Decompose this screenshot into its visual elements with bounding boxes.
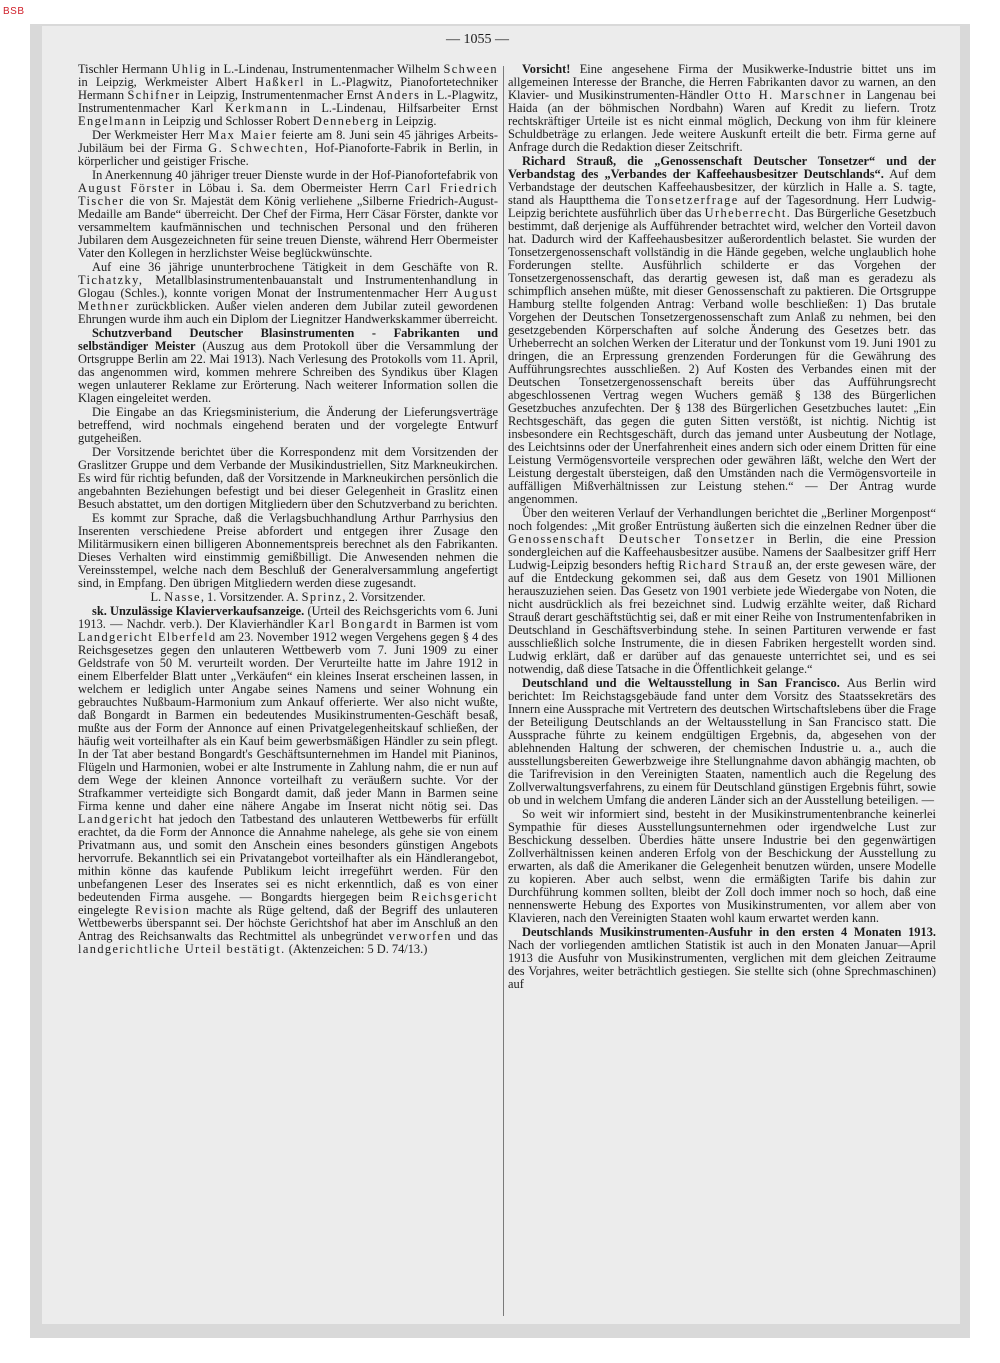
column-divider — [503, 66, 504, 1316]
paragraph-tichatzky: Auf eine 36 jährige ununterbrochene Tätigkeit in dem Geschäfte von R. Tichatzky, Metallblasinstrumentenbauanstalt und Instrumentenhandlung in Glogau (Schles.), konnte vorigen Monat der Instrumentenmacher Herr August Methner zurückblicken. Außer vielen anderen dem Jubilar zuteil gewordenen Ehrungen wurde ihm auch ein Diplom der Liegnitzer Handwerkskammer überreicht. — [78, 260, 498, 326]
paragraph-jubilarians: Tischler Hermann Uhlig in L.-Lindenau, Instrumentenmacher Wilhelm Schween in Leipzig, Werkmeister Albert Haßkerl in L.-Plagwitz, Pianofortetechniker Hermann Schifner in Leipzig, Instrumentenmacher Ernst Anders in L.-Plagwitz, Instrumentenmacher Karl Kerkmann in L.-Lindenau, Hilfsarbeiter Ernst Engelmann in Leipzig und Schlosser Robert Denneberg in Leipzig. — [78, 62, 498, 128]
right-column — [508, 63, 936, 992]
paragraph-max-maier: Der Werkmeister Herr Max Maier feierte am 8. Juni sein 45 jähriges Arbeits-Jubiläum bei der Firma G. Schwechten, Hof-Pianoforte-Fabrik in Berlin, in körperlicher und geistiger Frische. — [78, 128, 498, 168]
article-heading-weltausstellung: Deutschland und die Weltausstellung in San Francisco. — [522, 676, 840, 690]
paragraph-kriegsministerium: Die Eingabe an das Kriegsministerium, die Änderung der Lieferungsverträge betreffend, wird nochmals eingehend beraten und der vorgelegte Entwurf gutgeheißen. — [78, 405, 498, 445]
paragraph-richard-strauss: Richard Strauß, die „Genossenschaft Deutscher Tonsetzer“ und der Verbandstag des „Verbandes der Kaffeehausbesitzer Deutschlands“. Auf dem Verbandstage der deutschen Kaffeehausbesitzer, der kürzlich in Halle a. S. tagte, stand als Hauptthema die Tonsetzerfrage auf der Tagesordnung. Herr Ludwig-Leipzig berichtete ausführlich über das Urheberrecht. Das Bürgerliche Gesetzbuch bestimmt, daß derjenige als Aufführender betrachtet wird, welcher den Vorteil davon hat. Dadurch wird der Kaffeehausbesitzer außerordentlich belastet. Sie wurden der Tonsetzergenossenschaft vollständig in die Hände gegeben, welche unglaublich hohe Forderungen stellte. Ausführlich schilderte er das Vorgehen der Tonsetzergenossenschaft, das derartig gewesen ist, daß man es geradezu als schimpflich ansehen müßte, mit dieser Genossenschaft zu paktieren. Die Ortsgruppe Hamburg stellte folgenden Antrag: Verband wolle beschließen: 1) Das brutale Vorgehen der Deutschen Tonsetzergenossenschaft zum Anlaß zu nehmen, bei den gesetzgebenden Körperschaften auf solche Änderung des Gesetzes betr. das Urheberrecht an solchen Werken der Literatur und der Tonkunst vom 19. Juni 1901 zu dringen, die an Erpressung grenzenden Forderungen für die Gewährung des Aufführungsrechtes ausschließen. 2) Auf Kosten des Verbandes einen mit der Deutschen Tonsetzergenossenschaft bereits über das Aufführungsrecht abgeschlossenen Vertrag wegen Wuchers gemäß § 138 des Bürgerlichen Gesetzbuches anzufechten. Der § 138 des Bürgerlichen Gesetzbuches lautet: „Ein Rechtsgeschäft, das gegen die guten Sitten verstößt, ist nichtig. Nichtig ist insbesondere ein Rechtsgeschäft, durch das jemand unter Ausbeutung der Notlage, des Leichtsinns oder der Unerfahrenheit eines andern sich oder einem Dritten für eine Leistung Vermögensvorteile versprechen oder gewähren läßt, welche den Wert der Leistung dergestalt übersteigen, daß den Umständen nach die Vermögensvorteile in auffälligen Mißverhältnissen zur Leistung stehen.“ — Der Antrag wurde angenommen. — [508, 154, 937, 506]
library-watermark: BSB — [3, 6, 25, 17]
paragraph-korrespondenz: Der Vorsitzende berichtet über die Korrespondenz mit dem Vorsitzenden der Graslitzer Gruppe und dem Verbande der Musikindustriellen, Sitz Markneukirchen. Es wird für richtig befunden, daß der Vorsitzende in Markneukirchen persönlich die angebahnten Beziehungen befestigt und bei dieser Gelegenheit in Graslitz einen Besuch abstattet, um den dortigen Mitgliedern über den Schutzverband zu berichten. — [78, 445, 498, 511]
left-column — [78, 63, 498, 957]
paragraph-vorsicht: Vorsicht! Eine angesehene Firma der Musikwerke-Industrie bittet uns im allgemeinen Interesse der Branche, die Herren Fabrikanten davor zu warnen, an den Klavier- und Musikinstrumenten-Händler Otto H. Marschner in Langenau bei Haida (an der böhmischen Nordbahn) Waren auf Kredit zu liefern. Trotz rechtskräftiger Urteile ist es nicht einmal möglich, Deckung von ihm für kleinere Schuldbeträge zu erlangen. Jede weitere Auskunft erteilt die betr. Firma gerne auf Anfrage durch die Redaktion dieser Zeitschrift. — [508, 62, 936, 154]
paragraph-verlagsbuchhandlung: Es kommt zur Sprache, daß die Verlagsbuchhandlung Arthur Parrhysius den Inserenten verschiedene Preise abfordert und entgegen ihrer Zusage den Militärmusikern einen billigeren Abonnementspreis berechnet als den Fabrikanten. Dieses Verhalten wird einstimmig gemißbilligt. Die Anwesenden nehmen die Vereinsstempel, welche nach dem Beschluß der Generalversammlung angefertigt sind, in Empfang. Den übrigen Mitgliedern werden diese zugesandt. — [78, 511, 498, 590]
article-heading-klavierverkaufsanzeige: sk. Unzulässige Klavierverkaufsanzeige. — [92, 604, 305, 618]
page-number: — 1055 — — [446, 32, 509, 47]
paragraph-schutzverband: Schutzverband Deutscher Blasinstrumenten - Fabrikanten und selbständiger Meister (Auszug aus dem Protokoll über die Versammlung der Ortsgruppe Berlin am 22. Mai 1913). Nach Verlesung des Protokolls vom 11. April, das angenommen wird, kommen mehrere Schreiben des Syndikus über Klagen wegen unlauterer Reklame zur Erörterung. Nach weiterer Information sollen die Klagen eingeleitet werden. — [78, 326, 498, 405]
paragraph-weltausstellung: Deutschland und die Weltausstellung in San Francisco. Aus Berlin wird berichtet: Im Reichstagsgebäude fand unter dem Vorsitz des Staatssekretärs des Innern eine Aussprache mit Vertretern des deutschen Wirtschaftslebens über die Frage der Beteiligung Deutschlands an der Weltausstellung in San Francisco statt. Die Aussprache führte zu keinem endgültigen Ergebnis, da, abgesehen von der ablehnenden Haltung der schweren, der chemischen Industrie u. a., auch die ausstellungsbereiten Gewerbzweige ihre Stellungnahme davon abhängig machten, ob die Tarifrevision in den Vereinigten Staaten, namentlich auch die Regelung des Zollverwaltungsverfahrens, zu einem für Deutschland günstigen Ergebnis führt, sowie ob und in welchem Umfang die anderen Länder sich an der Ausstellung beteiligen. — — [508, 676, 937, 807]
paragraph-foerster: In Anerkennung 40 jähriger treuer Dienste wurde in der Hof-Pianofortefabrik von August Förster in Löbau i. Sa. dem Obermeister Herrn Carl Friedrich Tischer die von Sr. Majestät dem König verliehene „Silberne Friedrich-August-Medaille am Bande“ überreicht. Der Chef der Firma, Herr Cäsar Förster, dankte vor versammeltem kaufmännischen und technischen Personal und den früheren Jubilaren dem Ausgezeichneten für seine treuen Dienste, während Herr Obermeister Vater den Kollegen in herzlichster Weise beglückwünschte. — [78, 168, 498, 260]
article-heading-schutzverband: Schutzverband Deutscher Blasinstrumenten - Fabrikanten und selbständiger Meister — [78, 326, 498, 353]
paragraph-ausstellung-kommentar: So weit wir informiert sind, besteht in der Musikinstrumentenbranche keinerlei Sympathie für dieses Ausstellungsunternehmen oder irgendwelche Lust zur Beschickung desselben. Überdies hätte unsere Industrie bei den gegenwärtigen Zollverhältnissen keinen anderen Erfolg von der Beschickung der Ausstellung zu erwarten, als daß die Amerikaner die Gelegenheit benutzen würden, unsere Modelle zu kopieren. Aber auch selbst, wenn die ermäßigten Tarife bis dahin zur Durchführung kommen sollten, bleibt der Zoll doch immer noch so hoch, daß eine nennenswerte Hebung des Exportes von Musikinstrumenten, vor allem aber von Klavieren, nach den Vereinigten Staaten wohl kaum erwartet werden kann. — [508, 807, 936, 925]
paragraph-morgenpost: Über den weiteren Verlauf der Verhandlungen berichtet die „Berliner Morgenpost“ noch folgendes: „Mit großer Entrüstung äußerten sich die einzelnen Redner über die Genossenschaft Deutscher Tonsetzer in Berlin, die eine Pression sondergleichen auf die Kaffeehausbesitzer ausübe. Namens der Saalbesitzer griff Herr Ludwig-Leipzig besonders heftig Richard Strauß an, der erste gewesen wäre, der auf die Entdeckung gekommen sei, daß aus dem Gesetz von 1901 Millionen herauszuziehen seien. Das Gesetz von 1901 verbiete jede Wiedergabe von Noten, die nicht ausdrücklich als frei bezeichnet sind. Ludwig erzählte weiter, daß Richard Strauß derart geschäftstüchtig sei, daß er mit einer Reihe von Instrumentenfabriken in Deutschland in Geschäftsverbindung stehe. In seinen Partituren verwende er fast ausschließlich solche Instrumente, die in diesen Fabriken hergestellt worden sind. Ludwig erklärt, daß er darüber auf das genaueste unterrichtet sei, und es sei notwendig, daß diese Tatsache in die Öffentlichkeit gelange.“ — [508, 506, 937, 676]
paragraph-klavierverkaufsanzeige: sk. Unzulässige Klavierverkaufsanzeige. (Urteil des Reichsgerichts vom 6. Juni 1913. — Nachdr. verb.). Der Klavierhändler Karl Bongardt in Barmen ist vom Landgericht Elberfeld am 23. November 1912 wegen Vergehens gegen § 4 des Reichsgesetzes gegen den unlauteren Wettbewerb vom 7. Juni 1909 zu einer Geldstrafe von 50 M. verurteilt worden. Der Verurteilte hatte im Jahre 1912 in einem Elberfelder Blatt unter „Verkäufen“ ein kleines Inserat erscheinen lassen, in welchem er lediglich unter Angabe seines Namens und seiner Wohnung ein gebrauchtes Nußbaum-Harmonium zum Ankauf offerierte. Wer also nicht wußte, daß Bongardt in Barmen ein bedeutendes Musikinstrumenten-Geschäft besaß, mußte aus der Form der Annonce auf einen Privatgelegenheitskauf schließen, der häufig weit vorteilhafter als ein Kauf beim gewerbsmäßigen Händler zu sein pflegt. In der Tat aber bestand Bongardt's Geschäftsunternehmen im Handel mit Pianinos, Flügeln und Harmonien, wobei er alte Instrumente in Zahlung nahm, die er nun auf dem Wege der kleinen Annonce vorteilhaft zu veräußern suchte. Vor der Strafkammer verteidigte sich Bongardt damit, daß jeder Mann in Barmen seine Firma kenne und daher eine nähere Angabe im Inserat nicht nötig sei. Das Landgericht hat jedoch den Tatbestand des unlauteren Wettbewerbs für erfüllt erachtet, da die Form der Annonce die Annahme nahelege, als gehe sie von einem Privatmann aus, und somit den Anschein eines besonders günstigen Angebots hervorrufe. Bekanntlich sei ein Privatangebot vorteilhafter als ein Händlerangebot, mithin könne das kaufende Publikum leicht irregeführt werden. Für den unbefangenen Leser des Inserates sei es nicht erkenntlich, daß es von einer bedeutenden Firma ausgehe. — Bongardts hiergegen beim Reichsgericht eingelegte Revision machte als Rüge geltend, daß der Begriff des unlauteren Wettbewerbs überspannt sei. Der höchste Gerichtshof hat aber im Anschluß an den Antrag des Reichsanwalts das Rechtmittel als unbegründet verworfen und das landgerichtliche Urteil bestätigt. (Aktenzeichen: 5 D. 74/13.) — [78, 604, 498, 956]
signature-line: L. Nasse, 1. Vorsitzender. A. Sprinz, 2. Vorsitzender. — [150, 590, 426, 604]
article-heading-vorsicht: Vorsicht! — [522, 62, 571, 76]
article-heading-richard-strauss: Richard Strauß, die „Genossenschaft Deutscher Tonsetzer“ und der Verbandstag des „Verbandes der Kaffeehausbesitzer Deutschlands“. — [508, 154, 936, 181]
article-heading-ausfuhr: Deutschlands Musikinstrumenten-Ausfuhr in den ersten 4 Monaten 1913. — [522, 925, 936, 939]
paragraph-ausfuhr: Deutschlands Musikinstrumenten-Ausfuhr in den ersten 4 Monaten 1913. Nach der vorliegenden amtlichen Statistik ist auch in den Monaten Januar—April 1913 die Ausfuhr von Musikinstrumenten, verglichen mit dem gleichen Zeitraume des Vorjahres, weiter beträchtlich gestiegen. Sie stellte sich (ohne Sprechmaschinen) auf — [508, 925, 936, 991]
